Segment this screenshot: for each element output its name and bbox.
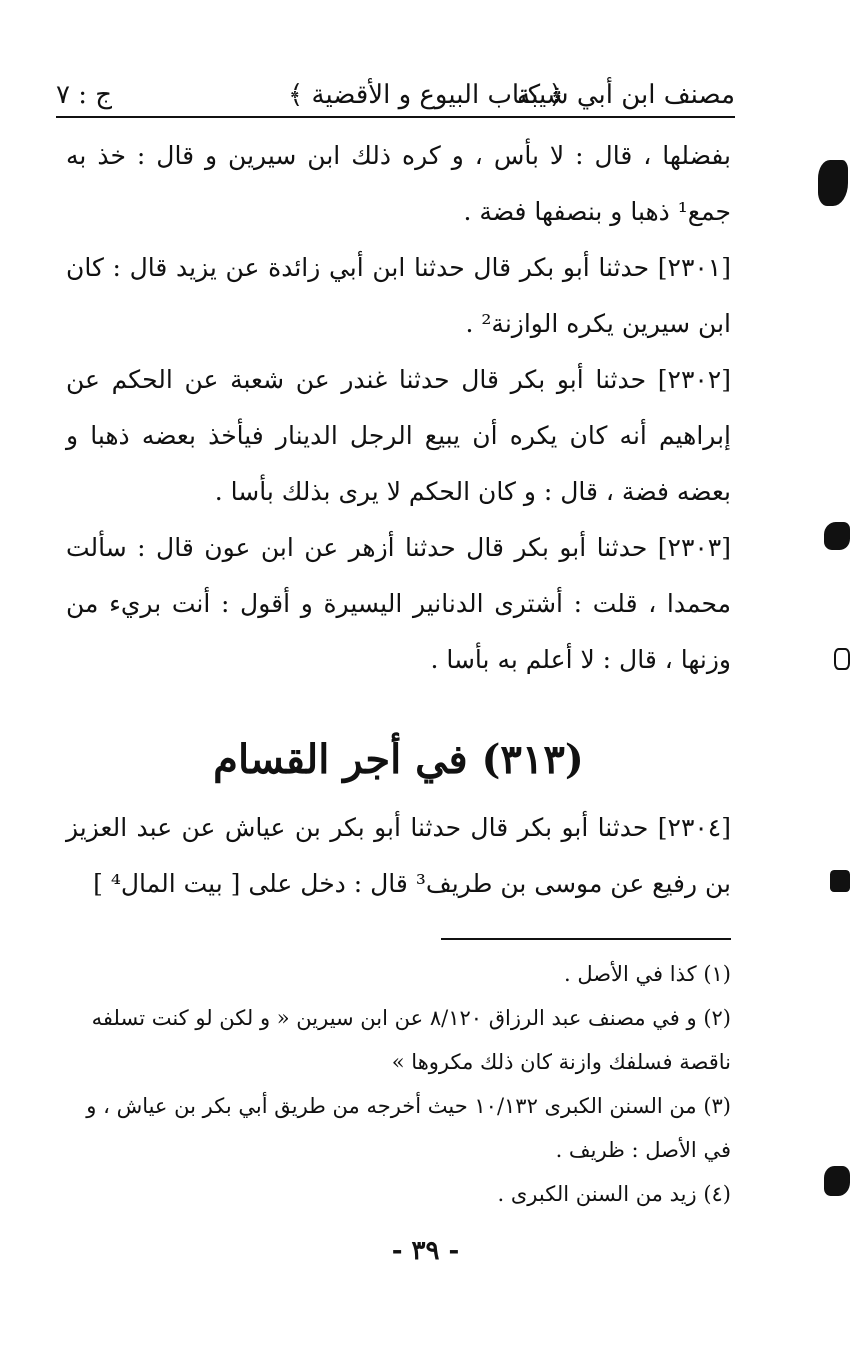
- footnote-divider: [441, 938, 731, 940]
- footnotes: [60, 952, 731, 1216]
- header-chapter-title: ﴿ كتاب البيوع و الأقضية ﴾: [288, 80, 564, 110]
- footnote-1: [60, 952, 731, 996]
- scan-blot-mark: [834, 648, 850, 670]
- paragraph-continuation: بفضلها ، قال : لا بأس ، و كره ذلك ابن سيرين و قال : خذ به جمع¹ ذهبا و بنصفها فضة .: [66, 141, 731, 226]
- hadith-2303: [٢٣٠٣] حدثنا أبو بكر قال حدثنا أزهر عن ابن عون قال : سألت محمدا ، قلت : أشترى الدنانير اليسيرة و أقول : أنت بريء من وزنها ، قال : لا أعلم به بأسا .: [66, 533, 731, 674]
- footnote-3: [60, 1084, 731, 1172]
- main-text-after-heading: [66, 800, 731, 912]
- footnote-text: من السنن الكبرى ١٠/١٣٢ حيث أخرجه من طريق أبي بكر بن عياش ، و في الأصل : ظريف .: [86, 1094, 731, 1162]
- hadith-2304: [٢٣٠٤] حدثنا أبو بكر قال حدثنا أبو بكر بن عياش عن عبد العزيز بن رفيع عن موسى بن طريف³ قال : دخل على [ بيت المال⁴ ]: [66, 813, 731, 898]
- footnote-text: و في مصنف عبد الرزاق ٨/١٢٠ عن ابن سيرين « و لكن لو كنت تسلفه ناقصة فسلفك وازنة كان ذلك مكروها »: [91, 1006, 731, 1074]
- main-text: [66, 128, 731, 688]
- hadith-2302: [٢٣٠٢] حدثنا أبو بكر قال حدثنا غندر عن شعبة عن الحكم عن إبراهيم أنه كان يكره أن يبيع الرجل الدينار فيأخذ بعضه ذهبا و بعضه فضة ، قال : و كان الحكم لا يرى بذلك بأسا .: [66, 365, 731, 506]
- footnote-text: كذا في الأصل .: [563, 962, 697, 986]
- scan-blot-mark: [818, 160, 848, 206]
- running-header: [56, 66, 735, 118]
- scan-blot-mark: [830, 870, 850, 892]
- section-heading: (٣١٣) في أجر القسام: [213, 736, 584, 783]
- hadith-2301: [٢٣٠١] حدثنا أبو بكر قال حدثنا ابن أبي زائدة عن يزيد قال : كان ابن سيرين يكره الوازنة² .: [66, 253, 731, 338]
- header-book-title: مصنف ابن أبي شيبة: [517, 80, 735, 110]
- footnote-number: (٤): [703, 1182, 731, 1206]
- footnote-number: (١): [703, 962, 731, 986]
- footnote-text: زيد من السنن الكبرى .: [497, 1182, 697, 1206]
- header-volume: ج : ٧: [56, 80, 113, 110]
- scan-blot-mark: [824, 1166, 850, 1196]
- footnote-4: [60, 1172, 731, 1216]
- footnote-number: (٢): [703, 1006, 731, 1030]
- page-number: - ٣٩ -: [391, 1236, 460, 1266]
- footnote-number: (٣): [703, 1094, 731, 1118]
- scan-blot-mark: [824, 522, 850, 550]
- footnote-2: [60, 996, 731, 1084]
